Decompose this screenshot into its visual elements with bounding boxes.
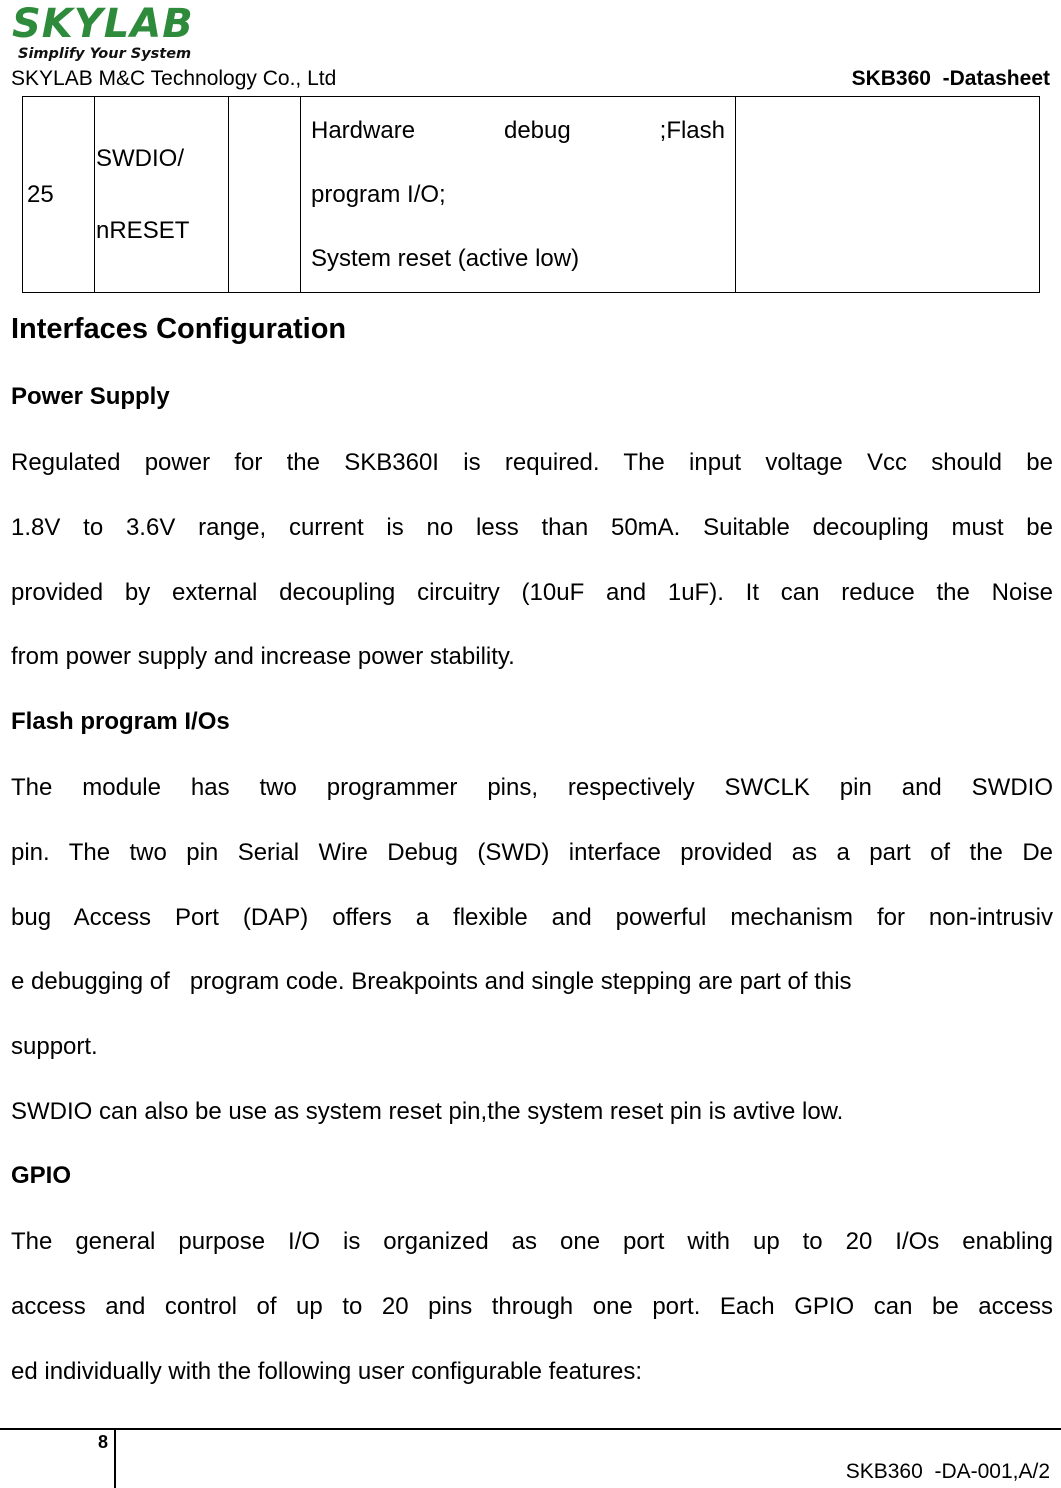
text-line: pin. The two pin Serial Wire Debug (SWD) interface provided as a part of the De <box>11 838 1053 866</box>
flash-program-paragraph <box>11 756 1053 1145</box>
text-line: 1.8V to 3.6V range, current is no less than 50mA. Suitable decoupling must be <box>11 513 1053 541</box>
pin-number: 25 <box>23 97 95 293</box>
pin-type <box>229 97 301 293</box>
text-line: The module has two programmer pins, respectively SWCLK pin and SWDIO <box>11 774 1053 801</box>
page-number: 8 <box>98 1432 109 1452</box>
text-line: access and control of up to 20 pins through one port. Each GPIO can be access <box>11 1292 1053 1320</box>
pin-desc-line: Hardware debug ;Flash <box>311 116 725 144</box>
pin-name-line: nRESET <box>96 216 190 244</box>
pin-desc-line: program I/O; <box>311 180 446 208</box>
power-supply-heading: Power Supply <box>11 383 170 410</box>
pin-desc-line: System reset (active low) <box>311 244 580 272</box>
text-line: SWDIO can also be use as system reset pin,the system reset pin is avtive low. <box>11 1097 844 1125</box>
logo-wordmark: SKYLAB <box>12 1 194 47</box>
text-line: e debugging of program code. Breakpoints and single stepping are part of this <box>11 968 852 996</box>
text-line: from power supply and increase power stability. <box>11 643 515 671</box>
text-line: ed individually with the following user configurable features: <box>11 1357 643 1385</box>
text-line: The general purpose I/O is organized as one port with up to 20 I/Os enabling <box>11 1228 1053 1255</box>
footer-rule <box>0 1428 1061 1430</box>
text-line: Regulated power for the SKB360I is required. The input voltage Vcc should be <box>11 449 1053 476</box>
flash-program-heading: Flash program I/Os <box>11 708 230 735</box>
pin-note <box>736 97 1040 293</box>
text-line: bug Access Port (DAP) offers a flexible and powerful mechanism for non-intrusiv <box>11 903 1053 931</box>
table-row <box>23 97 1040 293</box>
footer-doc-id: SKB360 -DA-001,A/2 <box>845 1460 1050 1483</box>
pin-description <box>301 97 736 293</box>
power-supply-paragraph <box>11 431 1053 690</box>
gpio-heading: GPIO <box>11 1162 72 1189</box>
logo-tagline: Simplify Your System <box>18 46 192 62</box>
pin-name <box>95 97 229 293</box>
text-line: support. <box>11 1033 98 1061</box>
footer-divider <box>114 1430 116 1488</box>
text-line: provided by external decoupling circuitry (10uF and 1uF). It can reduce the Noise <box>11 578 1053 606</box>
pin-name-line: SWDIO/ <box>96 144 184 172</box>
company-logo <box>12 1 222 62</box>
section-title: Interfaces Configuration <box>11 313 347 345</box>
pin-table <box>22 96 1040 293</box>
gpio-paragraph <box>11 1210 1053 1404</box>
header-doc-title: SKB360 -Datasheet <box>851 67 1050 90</box>
header-company: SKYLAB M&C Technology Co., Ltd <box>11 67 337 90</box>
